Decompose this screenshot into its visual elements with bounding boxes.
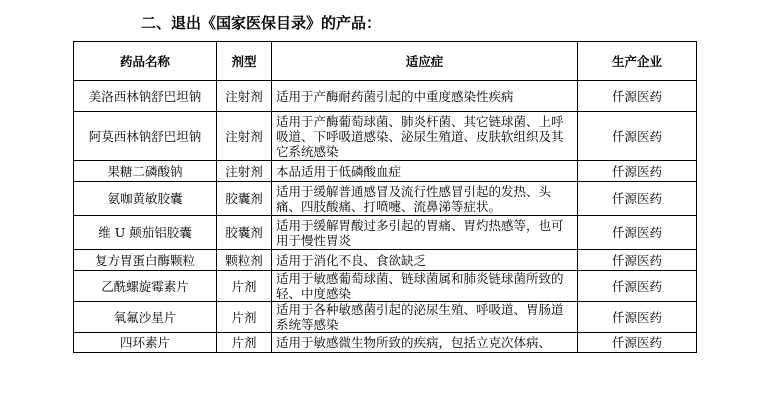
manufacturer-cell: 仟源医药: [578, 333, 697, 353]
table-row: [74, 250, 697, 271]
withdrawn-products-table: [73, 41, 697, 353]
dosage-form-cell: 片剂: [217, 302, 272, 333]
drug-name-cell: 氧氟沙星片: [74, 302, 217, 333]
dosage-form-cell: 胶囊剂: [217, 216, 272, 250]
dosage-form-cell: 片剂: [217, 333, 272, 353]
dosage-form-cell: 颗粒剂: [217, 250, 272, 271]
dosage-form-cell: 注射剂: [217, 161, 272, 182]
dosage-form-cell: 注射剂: [217, 112, 272, 161]
indication-text: 适用于缓解胃酸过多引起的胃痛、胃灼热感等，也可用于慢性胃炎: [276, 217, 564, 248]
manufacturer-cell: 仟源医药: [578, 216, 697, 250]
dosage-form-cell: 片剂: [217, 271, 272, 302]
table-row: [74, 112, 697, 161]
indication-cell: 本品适用于低磷酸血症: [272, 161, 578, 182]
drug-name-cell: 复方胃蛋白酶颗粒: [74, 250, 217, 271]
table-row: [74, 302, 697, 333]
drug-name-cell: 维 U 颠茄铝胶囊: [74, 216, 217, 250]
indication-cell: [272, 302, 578, 333]
table-row: [74, 182, 697, 216]
manufacturer-cell: 仟源医药: [578, 81, 697, 112]
indication-cell: [272, 271, 578, 302]
indication-cell: [272, 182, 578, 216]
indication-cell: [272, 216, 578, 250]
manufacturer-cell: 仟源医药: [578, 271, 697, 302]
header-manufacturer: 生产企业: [578, 42, 697, 81]
table-row: [74, 216, 697, 250]
header-drug-name: 药品名称: [74, 42, 217, 81]
manufacturer-cell: 仟源医药: [578, 112, 697, 161]
indication-cell: [272, 112, 578, 161]
manufacturer-cell: 仟源医药: [578, 250, 697, 271]
dosage-form-cell: 胶囊剂: [217, 182, 272, 216]
header-dosage-form: 剂型: [217, 42, 272, 81]
table-row: [74, 81, 697, 112]
drug-name-cell: 乙酰螺旋霉素片: [74, 271, 217, 302]
manufacturer-cell: 仟源医药: [578, 161, 697, 182]
indication-text: 适用于敏感葡萄球菌、链球菌属和肺炎链球菌所致的轻、中度感染: [276, 271, 564, 301]
table-row: [74, 333, 697, 353]
table-header-row: [74, 42, 697, 81]
indication-cell: 适用于敏感微生物所致的疾病，包括立克次体病、: [272, 333, 578, 353]
indication-text: 适用于产酶葡萄球菌、肺炎杆菌、其它链球菌、上呼吸道、下呼吸道感染、泌尿生殖道、皮肤软组织及其它系统感染: [276, 113, 564, 159]
drug-name-cell: 氨咖黄敏胶囊: [74, 182, 217, 216]
manufacturer-cell: 仟源医药: [578, 182, 697, 216]
indication-cell: 适用于产酶耐药菌引起的中重度感染性疾病: [272, 81, 578, 112]
drug-name-cell: 果糖二磷酸钠: [74, 161, 217, 182]
drug-name-cell: 美洛西林钠舒巴坦钠: [74, 81, 217, 112]
header-indication: 适应症: [272, 42, 578, 81]
indication-text: 适用于各种敏感菌引起的泌尿生殖、呼吸道、胃肠道系统等感染: [276, 302, 564, 332]
drug-name-cell: 阿莫西林钠舒巴坦钠: [74, 112, 217, 161]
drug-name-cell: 四环素片: [74, 333, 217, 353]
indication-text: 适用于缓解普通感冒及流行性感冒引起的发热、头痛、四肢酸痛、打喷嚏、流鼻涕等症状。: [276, 183, 552, 214]
table-row: [74, 161, 697, 182]
table-row: [74, 271, 697, 302]
dosage-form-cell: 注射剂: [217, 81, 272, 112]
indication-cell: 适用于消化不良、食欲缺乏: [272, 250, 578, 271]
section-heading: 二、退出《国家医保目录》的产品：: [141, 14, 382, 32]
manufacturer-cell: 仟源医药: [578, 302, 697, 333]
